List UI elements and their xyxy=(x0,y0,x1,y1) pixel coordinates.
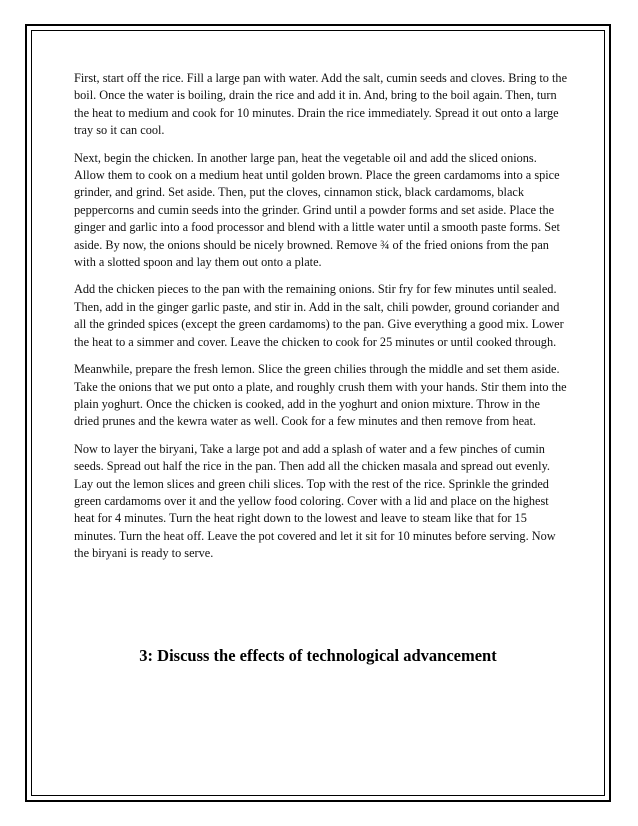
paragraph-rice: First, start off the rice. Fill a large pan with water. Add the salt, cumin seeds and cloves. Bring to the boil. Once the water is boiling, drain the rice and add it in. And, bring to the boil again. Then, turn the heat to medium and cook for 10 minutes. Drain the rice immediately. Spread it out onto a large tray so it can cool. xyxy=(74,71,568,138)
paragraph-layer-biryani: Now to layer the biryani, Take a large pot and add a splash of water and a few pinches of cumin seeds. Spread out half the rice in the pan. Then add all the chicken masala and spread out evenly. Lay out the lemon slices and green chili slices. Top with the rest of the rice. Sprinkle the grinded green cardamoms over it and the yellow food coloring. Cover with a lid and place on the highest heat for 4 minutes. Turn the heat right down to the lowest and leave to steam like that for 15 minutes. Turn the heat off. Leave the pot covered and let it sit for 10 minutes before serving. Now the biryani is ready to serve. xyxy=(74,441,556,561)
paragraph-stir-fry: Add the chicken pieces to the pan with the remaining onions. Stir fry for few minutes until sealed. Then, add in the ginger garlic paste, and stir in. Add in the salt, chili powder, ground coriander and all the grinded spices (except the green cardamoms) to the pan. Give everything a good mix. Lower the heat to a simmer and cover. Leave the chicken to cook for 25 minutes or until cooked through. xyxy=(74,282,564,349)
paragraph-meanwhile: Meanwhile, prepare the fresh lemon. Slice the green chilies through the middle and set them aside. Take the onions that we put onto a plate, and roughly crush them with your hands. Stir them into the plain yoghurt. Once the chicken is cooked, add in the yoghurt and onion mixture. Throw in the dried prunes and the kewra water as well. Cook for a few minutes and then remove from heat. xyxy=(74,362,567,429)
section-heading: 3: Discuss the effects of technological advancement xyxy=(139,646,497,665)
document-body xyxy=(74,70,568,573)
paragraph-chicken: Next, begin the chicken. In another large pan, heat the vegetable oil and add the sliced onions. Allow them to cook on a medium heat until golden brown. Place the green cardamoms into a spice grinder, and grind. Set aside. Then, put the cloves, cinnamon stick, black cardamoms, black peppercorns and cumin seeds into the grinder. Grind until a powder forms and set aside. Place the ginger and garlic into a food processor and blend with a little water until a smooth paste forms. Set aside. By now, the onions should be nicely browned. Remove ¾ of the fried onions from the pan with a slotted spoon and lay them out onto a plate. xyxy=(74,150,560,270)
